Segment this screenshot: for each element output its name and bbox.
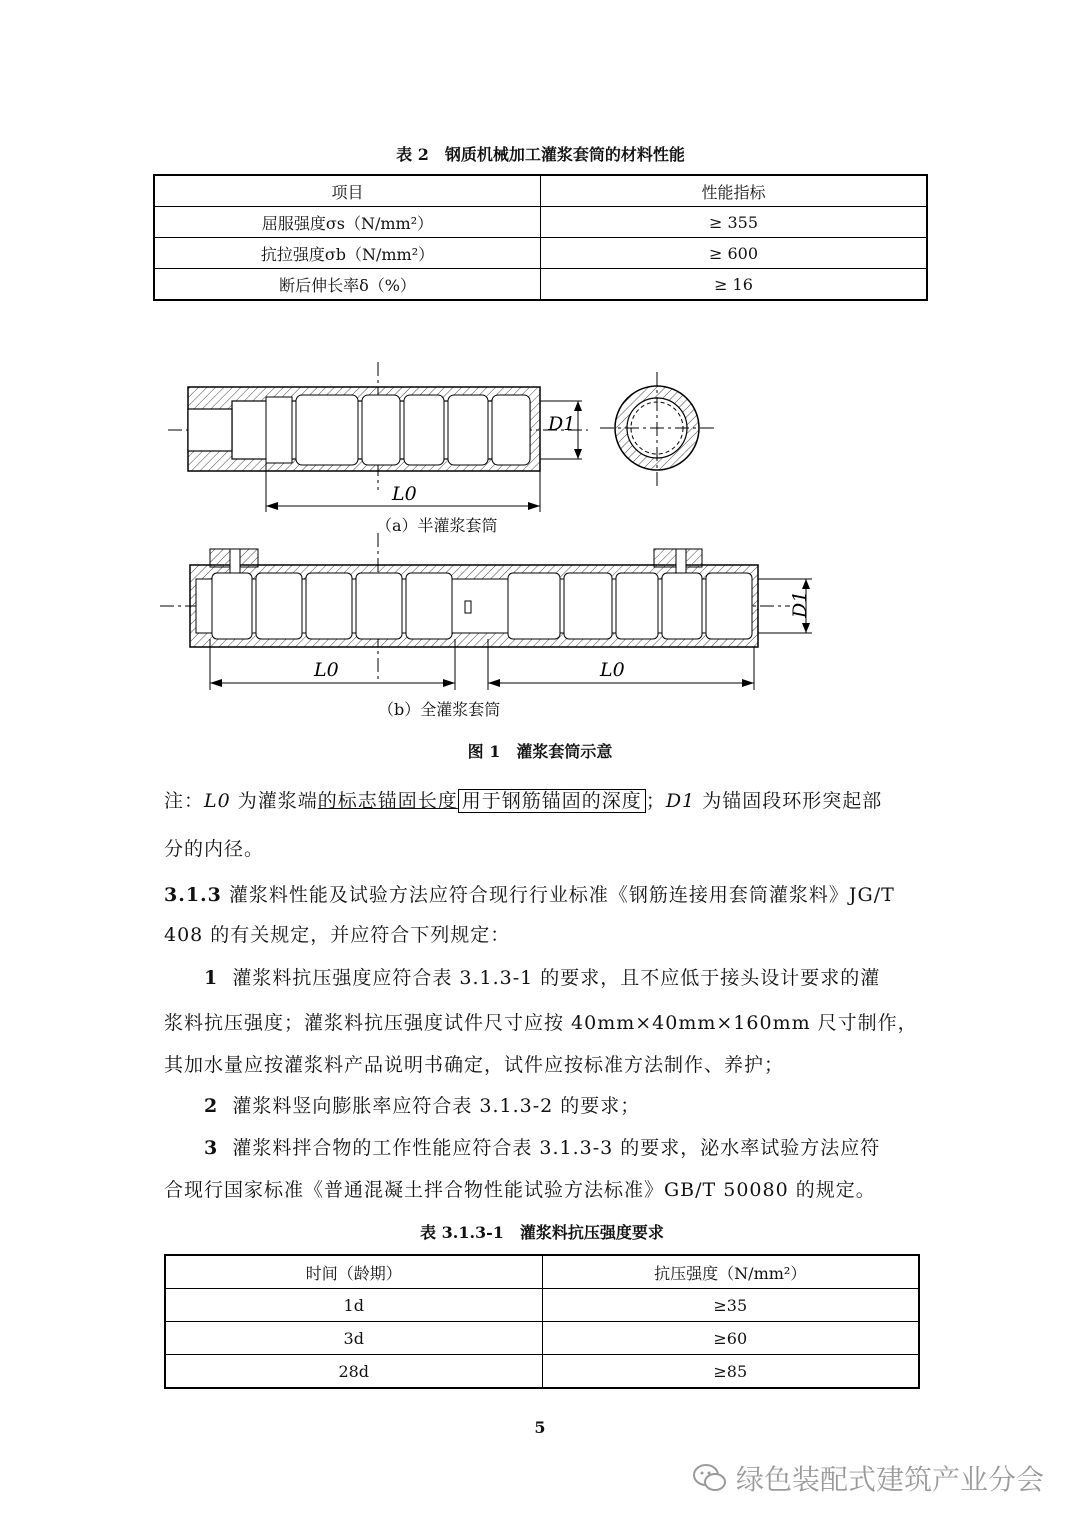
label-l0-b2: L0	[600, 659, 625, 681]
watermark	[692, 1458, 1044, 1498]
note-d1: D1	[665, 790, 696, 812]
table-cell: 抗拉强度σb（N/mm²）	[154, 238, 541, 269]
full-grout-sleeve	[160, 533, 812, 690]
table2-caption: 表 2 钢质机械加工灌浆套筒的材料性能	[396, 145, 685, 164]
figure1-sub-a: （a）半灌浆套筒	[376, 516, 498, 535]
section-313-line-1	[164, 882, 895, 908]
label-d1-a: D1	[548, 413, 576, 435]
table-cell: 28d	[165, 1355, 542, 1389]
table-cell: ≥ 600	[541, 238, 928, 269]
table-3131-caption: 表 3.1.3-1 灌浆料抗压强度要求	[420, 1223, 664, 1242]
figure-note	[164, 788, 882, 814]
table-row	[154, 238, 927, 269]
table-row	[165, 1255, 919, 1289]
table2	[153, 174, 928, 301]
wechat-icon	[692, 1462, 728, 1494]
table-cell: 1d	[165, 1289, 542, 1322]
list-item-line: 浆料抗压强度；灌浆料抗压强度试件尺寸应按 40mm×40mm×160mm 尺寸制作，	[164, 1012, 918, 1034]
list-item-line: 合现行国家标准《普通混凝土拌合物性能试验方法标准》GB/T 50080 的规定。	[164, 1179, 876, 1201]
label-d1-b: D1	[789, 590, 811, 618]
sleeve-end-view	[600, 372, 714, 486]
note-boxed-text: 用于钢筋锚固的深度	[458, 789, 646, 813]
table-cell: ≥ 16	[541, 269, 928, 301]
note-underlined-text: 的标志锚固长度	[317, 790, 458, 812]
list-item: 1 灌浆料抗压强度应符合表 3.1.3-1 的要求，且不应低于接头设计要求的灌	[204, 967, 881, 989]
table-row	[165, 1322, 919, 1355]
list-item: 3 灌浆料拌合物的工作性能应符合表 3.1.3-3 的要求，泌水率试验方法应符	[204, 1137, 881, 1159]
list-item: 2 灌浆料竖向膨胀率应符合表 3.1.3-2 的要求；	[204, 1095, 641, 1117]
table-3131	[164, 1254, 920, 1389]
list-item-line: 其加水量应按灌浆料产品说明书确定，试件应按标准方法制作、养护；	[164, 1054, 785, 1076]
table-cell: ≥35	[542, 1289, 919, 1322]
note-line-2: 分的内径。	[164, 838, 265, 860]
section-313-number: 3.1.3	[164, 884, 222, 906]
table-header-cell: 性能指标	[541, 175, 928, 207]
section-313-line-2: 408 的有关规定，并应符合下列规定：	[164, 924, 511, 946]
label-l0-a: L0	[392, 483, 417, 505]
table-header-cell: 抗压强度（N/mm²）	[542, 1255, 919, 1289]
table-cell: 3d	[165, 1322, 542, 1355]
page-number: 5	[534, 1418, 546, 1437]
table-row	[154, 175, 927, 207]
note-text-2: ；	[645, 790, 666, 812]
table-row	[165, 1289, 919, 1322]
note-text-1: 为灌浆端	[230, 790, 318, 812]
table-cell: ≥85	[542, 1355, 919, 1389]
figure1-drawing	[0, 340, 1080, 770]
table-row	[154, 269, 927, 301]
table-header-cell: 项目	[154, 175, 541, 207]
table-cell: 屈服强度σs（N/mm²）	[154, 207, 541, 238]
note-text-3: 为锚固段环形突起部	[695, 790, 883, 812]
section-313-text: 灌浆料性能及试验方法应符合现行行业标准《钢筋连接用套筒灌浆料》JG/T	[221, 884, 895, 906]
table-header-cell: 时间（龄期）	[165, 1255, 542, 1289]
figure1-sub-b: （b）全灌浆套筒	[378, 700, 501, 719]
figure1-caption: 图 1 灌浆套筒示意	[467, 742, 613, 761]
note-prefix: 注：	[164, 790, 205, 812]
table-cell: ≥ 355	[541, 207, 928, 238]
table-cell: ≥60	[542, 1322, 919, 1355]
label-l0-b1: L0	[314, 659, 339, 681]
watermark-text: 绿色装配式建筑产业分会	[735, 1463, 1044, 1496]
note-l0: L0	[204, 790, 231, 812]
table-row	[165, 1355, 919, 1389]
table-cell: 断后伸长率δ（%）	[154, 269, 541, 301]
half-grout-sleeve	[168, 362, 588, 512]
table-row	[154, 207, 927, 238]
